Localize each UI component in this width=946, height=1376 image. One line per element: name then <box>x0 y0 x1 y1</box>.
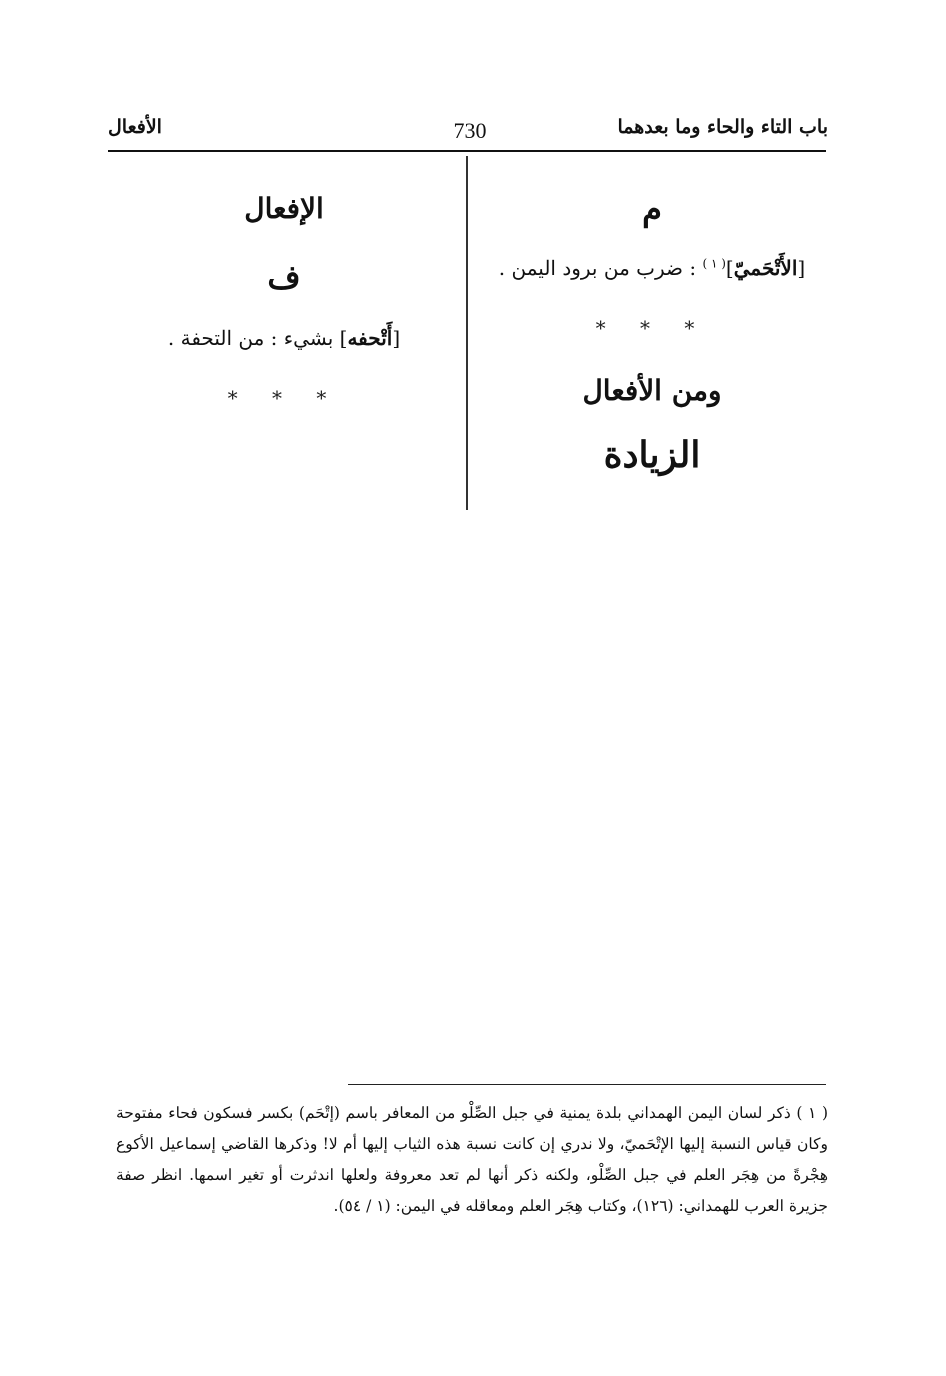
right-stars-divider: * * * <box>595 316 709 340</box>
footnote-text: ( ١ ) ذكر لسان اليمن الهمداني بلدة يمنية في جبل الصِّلْو من المعافر باسم (إتْحَم) بكسر فسكون فحاء مفتوحة وكان قياس النسبة إليها الإتْحَميّ، ولا ندري إن كانت نسبة هذه الثياب إليها أم لا! وذكرها القاضي إسماعيل الأكوع هِجْرةً من هِجَر العلم في جبل الصِّلْو، ولكنه ذكر أنها لم تعد معروفة ولعلها اندثرت أو تغير اسمها. انظر صفة جزيرة العرب للهمداني: (١٢٦)، وكتاب هِجَر العلم ومعاقله في اليمن: (١ / ٥٤). <box>116 1104 828 1215</box>
right-entry-headword: الأَتْحَميّ <box>733 256 798 280</box>
right-letter-heading: م <box>642 190 662 228</box>
column-divider <box>466 156 468 510</box>
right-entry: [الأَتْحَميّ]$^{( ١ )}$ : ضرب من برود اليمن . <box>498 256 806 280</box>
subsection-heading: الزيادة <box>603 434 701 476</box>
right-entry-definition: : ضرب من برود اليمن . <box>498 256 697 280</box>
left-stars-divider: * * * <box>227 386 341 410</box>
header-rule <box>108 150 826 152</box>
footnote-reference: ( ١ ) <box>702 256 726 271</box>
left-entry: [أَتْحفه] بشيء : من التحفة . <box>167 326 401 350</box>
section-heading: ومن الأفعال <box>582 374 722 407</box>
running-header-left: الأفعال <box>108 116 162 138</box>
footnote-rule <box>348 1084 826 1085</box>
left-heading: الإفعال <box>244 192 324 225</box>
running-header-right: باب التاء والحاء وما بعدهما <box>617 116 828 138</box>
left-entry-headword: أَتْحفه <box>347 326 393 350</box>
page-number: 730 <box>453 118 487 143</box>
left-letter-heading: ف <box>267 258 301 296</box>
left-entry-definition: بشيء : من التحفة . <box>167 326 334 350</box>
